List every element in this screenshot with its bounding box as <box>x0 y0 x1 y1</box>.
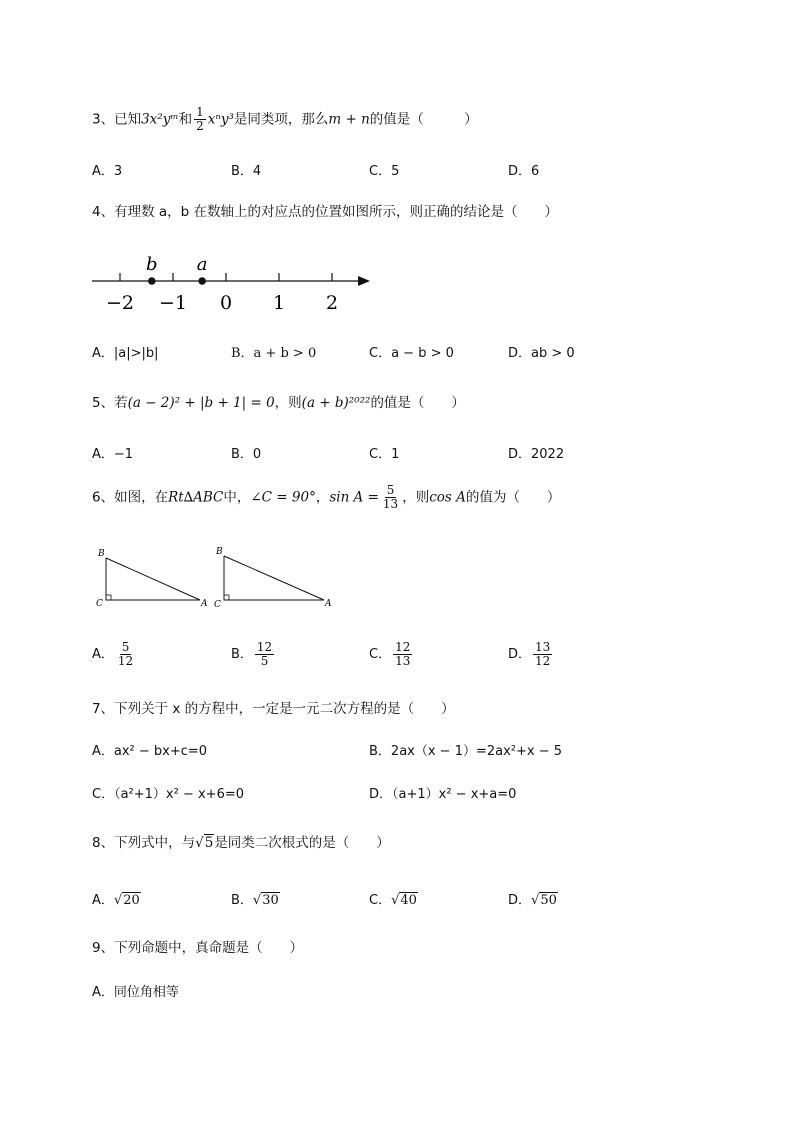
q6-triangle-name: Rt∆ABC <box>168 489 224 506</box>
q3-suffix1: 是同类项，那么 <box>233 111 329 128</box>
q7-option-d: D．（a+1）x² − x+a=0 <box>369 787 517 802</box>
triangle-2 <box>214 547 332 610</box>
q8-option-a: A．√20 <box>92 893 140 908</box>
number-line-tick-label: −1 <box>158 292 188 314</box>
q4-option-d: D．ab > 0 <box>508 346 575 361</box>
q3-option-a: A．3 <box>92 164 123 179</box>
q3-term1: 3x²yᵐ <box>141 111 179 128</box>
question-7: 7、下列关于 x 的方程中，一定是一元二次方程的是（ ） <box>92 701 455 717</box>
q7-option-a: A．ax² − bx+c=0 <box>92 744 208 759</box>
question-9: 9、下列命题中，真命题是（ ） <box>92 940 304 956</box>
q7-option-b: B．2ax（x − 1）=2ax²+x − 5 <box>369 744 563 759</box>
q6-option-a: A． $\frac{5}{12}$ <box>92 640 134 668</box>
triangle-2-label-a: A <box>325 599 332 609</box>
q4-option-a: A．|a|>|b| <box>92 346 159 361</box>
q6-option-d: D． $\frac{13}{12}$ <box>508 640 551 668</box>
number-line-tick-label: −2 <box>105 292 135 314</box>
number-line-diagram <box>88 248 378 320</box>
number-line-tick-label: 1 <box>272 292 286 314</box>
q3-fraction: $\frac{1}{2}$ <box>196 105 204 133</box>
q3-term2: xⁿy³ <box>207 111 234 128</box>
q3-prefix: 3、已知 <box>92 111 142 128</box>
triangle-1-label-c: C <box>96 599 103 609</box>
question-3 <box>92 106 478 133</box>
q9-option-a: A．同位角相等 <box>92 985 179 1000</box>
number-line-tick-label: 0 <box>219 292 233 314</box>
question-4: 4、有理数 a，b 在数轴上的对应点的位置如图所示，则正确的结论是（ ） <box>92 204 559 220</box>
q5-option-c: C．1 <box>369 447 400 462</box>
triangle-figures <box>92 544 342 612</box>
q6-angle: ∠C = 90° <box>250 489 316 506</box>
q3-suffix2: 的值是（ ） <box>369 111 478 128</box>
q5-option-a: A．−1 <box>92 447 134 462</box>
triangle-1-label-a: A <box>201 599 208 609</box>
number-line-point-label-b: b <box>146 254 158 275</box>
number-line-tick-label: 2 <box>325 292 339 314</box>
triangle-2-label-b: B <box>216 547 223 557</box>
q3-option-b: B．4 <box>231 164 262 179</box>
q5-option-d: D．2022 <box>508 447 565 462</box>
q3-option-d: D．6 <box>508 164 540 179</box>
triangle-1-label-b: B <box>98 549 105 559</box>
q5-option-b: B．0 <box>231 447 262 462</box>
number-line-point-b <box>148 277 156 285</box>
question-8: 8、下列式中，与√5是同类二次根式的是（ ） <box>92 835 390 851</box>
q6-option-c: C． $\frac{12}{13}$ <box>369 640 411 668</box>
number-line-point-a <box>198 277 206 285</box>
q3-expr: m + n <box>328 111 370 128</box>
q6-cos: cos A <box>429 489 466 506</box>
q6-sin: sin A = <box>329 489 379 506</box>
q8-sqrt: √5 <box>195 835 214 851</box>
q6-option-b: B． $\frac{12}{5}$ <box>231 640 273 668</box>
q3-option-c: C．5 <box>369 164 400 179</box>
number-line-arrow <box>358 276 370 286</box>
q8-option-c: C．√40 <box>369 893 417 908</box>
question-6: 6、如图，在Rt∆ABC中，∠C = 90°，sin A = $\frac{5}{13}$ ，则cos A的值为（ ） <box>92 483 561 511</box>
q3-mid: 和 <box>178 111 193 128</box>
q7-option-c: C．（a²+1）x² − x+6=0 <box>92 787 245 802</box>
triangle-1 <box>96 549 208 609</box>
question-5: 5、若(a − 2)² + |b + 1| = 0，则(a + b)²⁰²²的值是（ ） <box>92 395 465 411</box>
triangle-2-label-c: C <box>214 600 221 610</box>
number-line-point-label-a: a <box>196 254 208 275</box>
q8-option-b: B．√30 <box>231 893 279 908</box>
q8-option-d: D．√50 <box>508 893 557 908</box>
q6-sin-fraction: $\frac{5}{13}$ <box>382 483 399 511</box>
q4-option-b: B．a + b > 0 <box>231 346 317 361</box>
q5-expr2: (a + b)²⁰²² <box>301 395 371 411</box>
q5-expr: (a − 2)² + |b + 1| = 0 <box>127 395 275 411</box>
q4-option-c: C．a − b > 0 <box>369 346 454 361</box>
